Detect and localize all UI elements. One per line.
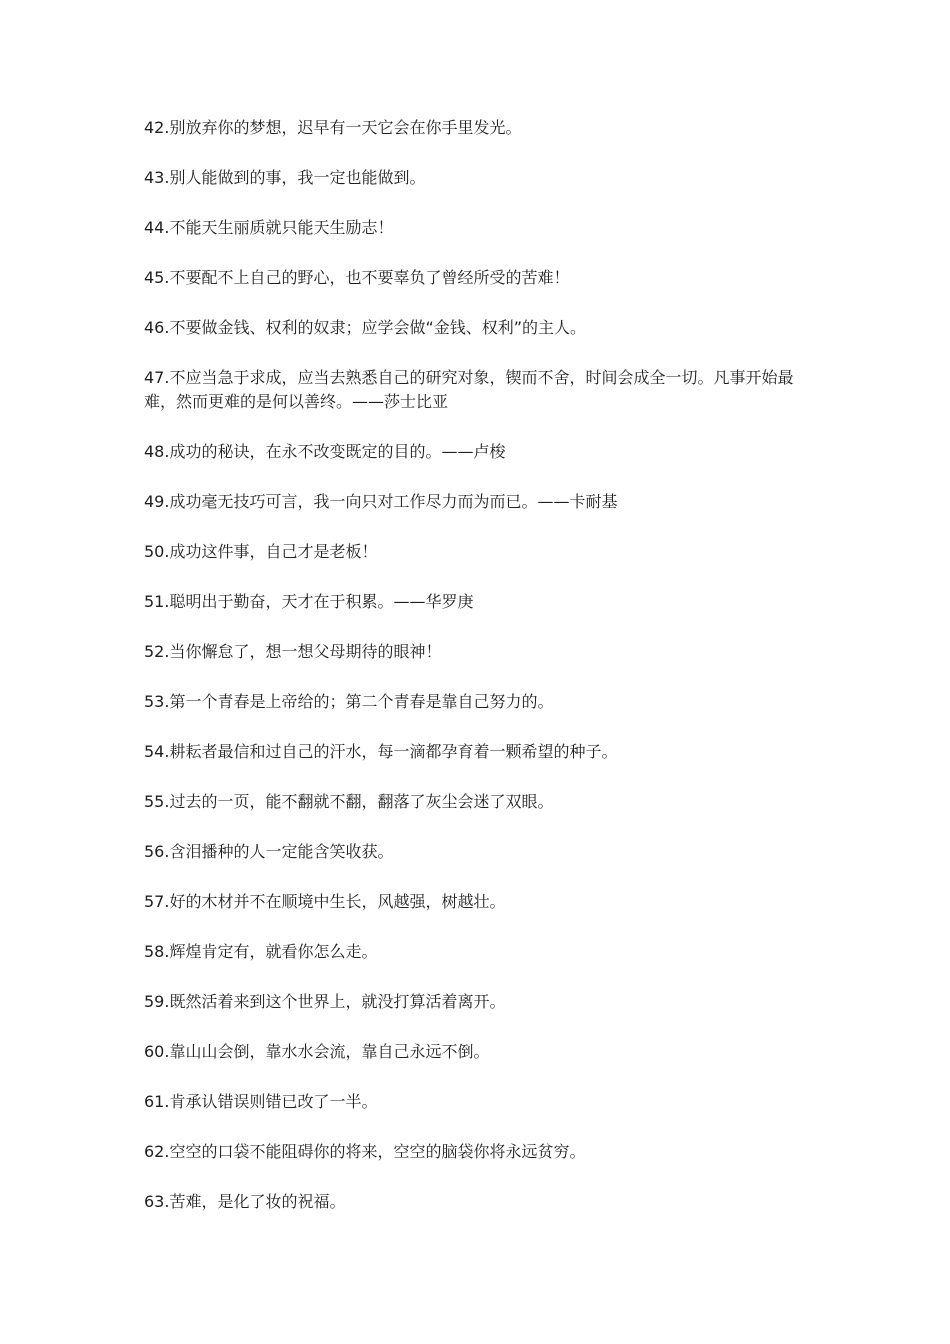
list-item: 62.空空的口袋不能阻碍你的将来，空空的脑袋你将永远贫穷。 — [144, 1142, 586, 1161]
list-item: 54.耕耘者最信和过自己的汗水，每一滴都孕育着一颗希望的种子。 — [144, 742, 618, 761]
list-item: 51.聪明出于勤奋，天才在于积累。——华罗庚 — [144, 592, 474, 611]
list-item: 59.既然活着来到这个世界上，就没打算活着离开。 — [144, 992, 506, 1011]
list-item: 56.含泪播种的人一定能含笑收获。 — [144, 842, 394, 861]
list-item: 53.第一个青春是上帝给的；第二个青春是靠自己努力的。 — [144, 692, 554, 711]
list-item: 44.不能天生丽质就只能天生励志！ — [144, 218, 394, 237]
list-item: 61.肯承认错误则错已改了一半。 — [144, 1092, 378, 1111]
list-item: 42.别放弃你的梦想，迟早有一天它会在你手里发光。 — [144, 118, 522, 137]
list-item: 52.当你懈怠了，想一想父母期待的眼神！ — [144, 642, 442, 661]
list-item: 60.靠山山会倒，靠水水会流，靠自己永远不倒。 — [144, 1042, 490, 1061]
list-item: 49.成功毫无技巧可言，我一向只对工作尽力而为而已。——卡耐基 — [144, 492, 618, 511]
list-item: 43.别人能做到的事，我一定也能做到。 — [144, 168, 426, 187]
list-item: 50.成功这件事，自己才是老板！ — [144, 542, 378, 561]
list-item: 48.成功的秘诀，在永不改变既定的目的。——卢梭 — [144, 442, 506, 461]
quote-list — [144, 116, 824, 1240]
list-item: 47.不应当急于求成，应当去熟悉自己的研究对象，锲而不舍，时间会成全一切。凡事开始最难，然而更难的是何以善终。——莎士比亚 — [144, 368, 794, 411]
list-item: 63.苦难，是化了妆的祝福。 — [144, 1192, 346, 1211]
list-item: 46.不要做金钱、权利的奴隶；应学会做“金钱、权利”的主人。 — [144, 318, 587, 337]
list-item: 45.不要配不上自己的野心，也不要辜负了曾经所受的苦难！ — [144, 268, 570, 287]
list-item: 58.辉煌肯定有，就看你怎么走。 — [144, 942, 378, 961]
list-item: 57.好的木材并不在顺境中生长，风越强，树越壮。 — [144, 892, 506, 911]
list-item: 55.过去的一页，能不翻就不翻，翻落了灰尘会迷了双眼。 — [144, 792, 554, 811]
